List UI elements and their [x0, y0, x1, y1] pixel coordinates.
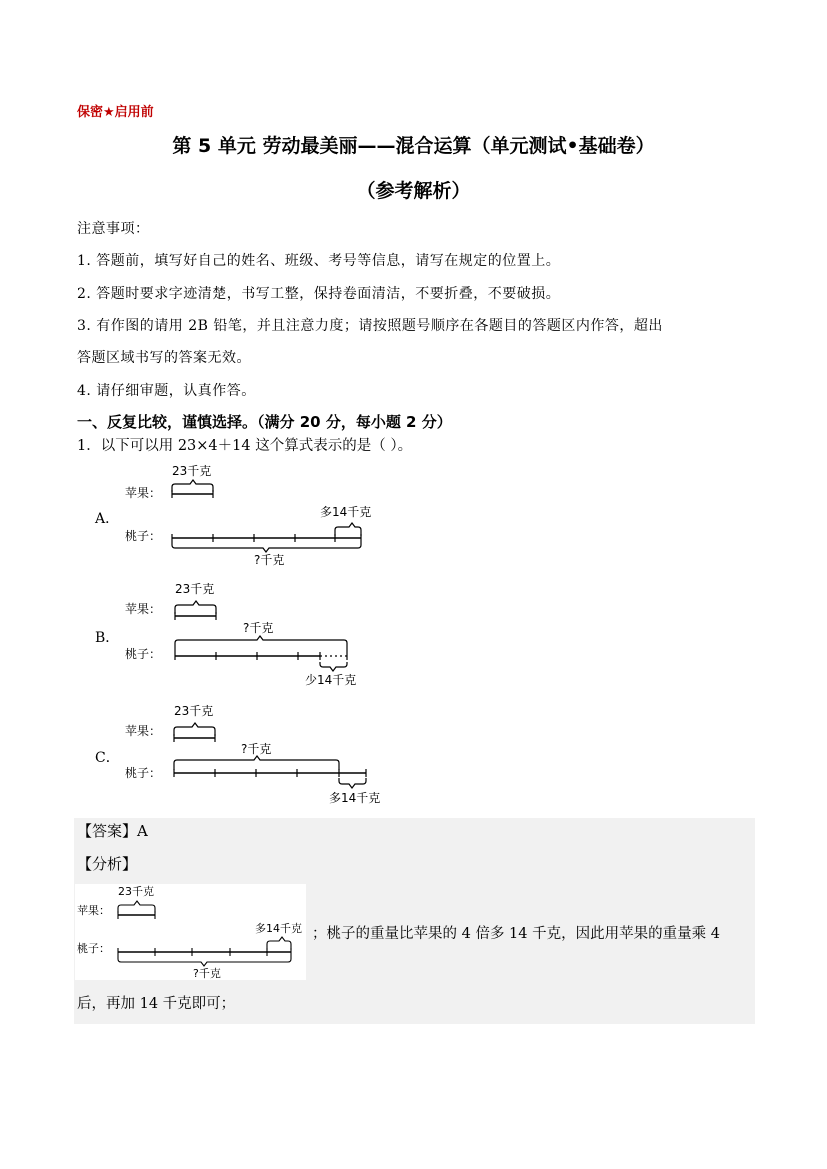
analysis-heading: 【分析】 — [77, 855, 138, 873]
extra-label: 多14千克 — [329, 791, 381, 805]
apple-label: 苹果： — [125, 724, 162, 738]
option-a-label[interactable]: A． — [95, 511, 120, 527]
apple-weight-label: 23千克 — [174, 704, 214, 718]
analysis-text: ；桃子的重量比苹果的 4 倍多 14 千克，因此用苹果的重量乘 4 — [312, 926, 720, 942]
option-b-diagram — [115, 578, 395, 690]
confidential-mark: 保密★启用前 — [77, 105, 154, 120]
apple-label: 苹果： — [77, 904, 110, 917]
note-item: 1. 答题前，填写好自己的姓名、班级、考号等信息，请写在规定的位置上。 — [77, 253, 561, 269]
option-a-diagram — [115, 460, 395, 570]
option-c-label[interactable]: C． — [95, 750, 120, 766]
total-label: ?千克 — [241, 742, 272, 756]
apple-weight-label: 23千克 — [172, 464, 212, 478]
extra-label: 少14千克 — [305, 673, 357, 687]
notes-heading: 注意事项： — [77, 221, 150, 237]
note-item: 4. 请仔细审题，认真作答。 — [77, 383, 256, 399]
total-label: ?千克 — [193, 967, 221, 980]
extra-label: 多14千克 — [255, 922, 302, 935]
peach-label: 桃子： — [125, 647, 162, 661]
extra-label: 多14千克 — [320, 505, 372, 519]
section-heading: 一、反复比较，谨慎选择。（满分 20 分，每小题 2 分） — [77, 413, 452, 431]
analysis-figure — [75, 884, 306, 980]
answer-line: 【答案】A — [77, 822, 148, 840]
apple-label: 苹果： — [125, 486, 162, 500]
analysis-text: 后，再加 14 千克即可； — [77, 996, 236, 1012]
note-item: 2. 答题时要求字迹清楚，书写工整，保持卷面清洁，不要折叠，不要破损。 — [77, 286, 561, 302]
peach-label: 桃子： — [77, 942, 110, 955]
page-title: 第 5 单元 劳动最美丽——混合运算（单元测试•基础卷） — [172, 135, 655, 157]
option-b-label[interactable]: B． — [95, 630, 120, 646]
peach-label: 桃子： — [125, 766, 162, 780]
question-stem: 1．以下可以用 23×4＋14 这个算式表示的是（ ）。 — [77, 438, 413, 454]
apple-label: 苹果： — [125, 602, 162, 616]
peach-label: 桃子： — [125, 529, 162, 543]
apple-weight-label: 23千克 — [118, 885, 154, 898]
option-c-diagram — [115, 700, 405, 812]
total-label: ?千克 — [243, 621, 274, 635]
note-item: 3. 有作图的请用 2B 铅笔，并且注意力度；请按照题号顺序在各题目的答题区内作答，超出 — [77, 318, 663, 334]
apple-weight-label: 23千克 — [175, 582, 215, 596]
note-item: 答题区域书写的答案无效。 — [77, 350, 251, 366]
total-label: ?千克 — [254, 553, 285, 567]
page-subtitle: （参考解析） — [356, 180, 471, 202]
